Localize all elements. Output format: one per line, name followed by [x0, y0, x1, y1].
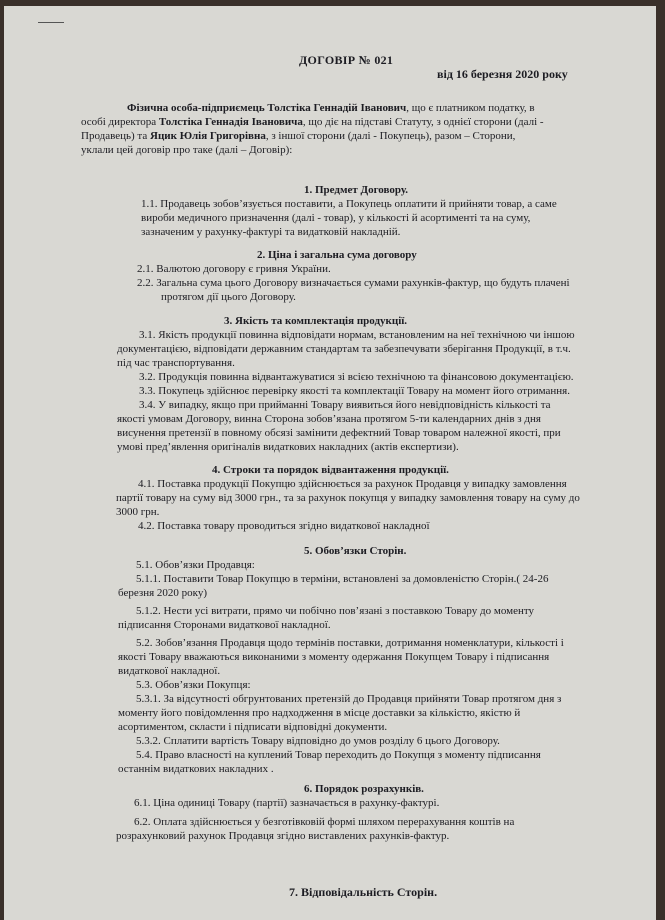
- s1-p1-line-3: зазначеним у рахунку-фактурі та видатковій накладній.: [141, 226, 401, 238]
- preamble-line-2: особі директора Толстіка Геннадія Івановича, що діє на підставі Статуту, з однієї сторони (далі -: [81, 116, 544, 128]
- section-1-heading: 1. Предмет Договору.: [304, 184, 409, 196]
- s3-p1-line-1: 3.1. Якість продукції повинна відповідати нормам, встановленим на неї технічною чи іншою: [139, 329, 575, 341]
- section-2-heading: 2. Ціна і загальна сума договору: [257, 249, 417, 261]
- s5-p511-line-1: 5.1.1. Поставити Товар Покупцю в терміни, встановлені за домовленістю Сторін.( 24-26: [136, 573, 549, 585]
- preamble-line-3: Продавець) та Яцик Юлія Григорівна, з іншої сторони (далі - Покупець), разом – Сторони,: [81, 130, 516, 142]
- s3-p3: 3.3. Покупець здійснює перевірку якості та комплектації Товару на момент його отримання.: [139, 385, 570, 397]
- s3-p4-line-4: умові пред’явлення оригіналів видаткових накладних (актів експертизи).: [117, 441, 459, 453]
- s5-p52-line-1: 5.2. Зобов’язання Продавця щодо термінів поставки, дотримання номенклатури, кількості і: [136, 637, 564, 649]
- section-3-heading: 3. Якість та комплектація продукції.: [224, 315, 408, 327]
- s6-p1: 6.1. Ціна одиниці Товару (партії) зазначається в рахунку-фактурі.: [134, 797, 440, 809]
- s5-p512-line-2: підписання Сторонами видаткової накладної.: [118, 619, 331, 631]
- s5-p52-line-2: якості Товару вважаються виконаними з моменту одержання Покупцем Товару і підписання: [118, 651, 550, 663]
- preamble-line-1: Фізична особа-підприємець Толстіка Геннадій Іванович, що є платником податку, в: [127, 102, 535, 114]
- s4-p2: 4.2. Поставка товару проводиться згідно видаткової накладної: [138, 520, 430, 532]
- contract-date: від 16 березня 2020 року: [437, 67, 568, 81]
- s2-p2-line-2: протягом дії цього Договору.: [161, 291, 296, 303]
- section-7-heading: 7. Відповідальність Сторін.: [289, 885, 438, 899]
- s5-p53: 5.3. Обов’язки Покупця:: [136, 679, 251, 691]
- s2-p1: 2.1. Валютою договору є гривня України.: [137, 263, 331, 275]
- s5-p531-line-3: асортиментом, скласти і підписати відповідні документи.: [118, 721, 388, 733]
- section-5-heading: 5. Обов’язки Сторін.: [304, 545, 407, 557]
- s1-p1-line-2: вироби медичного призначення (далі - товар), у кількості й асортименті та на суму,: [141, 212, 531, 224]
- s6-p2-line-1: 6.2. Оплата здійснюється у безготівковій формі шляхом перерахування коштів на: [134, 816, 515, 828]
- preamble-line-4: уклали цей договір про таке (далі – Договір):: [81, 144, 293, 156]
- s3-p4-line-1: 3.4. У випадку, якщо при прийманні Товару виявиться його невідповідність кількості та: [139, 399, 551, 411]
- s3-p4-line-2: якості умовам Договору, винна Сторона зобов’язана протягом 5-ти календарних днів з дня: [117, 413, 541, 425]
- s4-p1-line-3: 3000 грн.: [116, 506, 160, 518]
- section-6-heading: 6. Порядок розрахунків.: [304, 783, 424, 795]
- s5-p511-line-2: березня 2020 року): [118, 587, 207, 599]
- contract-title: ДОГОВІР № 021: [299, 53, 394, 67]
- s5-p531-line-2: моменту його повідомлення про надходження в місце доставки за кількістю, якістю й: [118, 707, 521, 719]
- s3-p1-line-3: під час транспортування.: [117, 357, 235, 369]
- s5-p531-line-1: 5.3.1. За відсутності обгрунтованих претензій до Продавця прийняти Товар протягом дня з: [136, 693, 562, 705]
- s1-p1-line-1: 1.1. Продавець зобов’язується поставити, а Покупець оплатити й прийняти товар, а саме: [141, 198, 557, 210]
- s2-p2-line-1: 2.2. Загальна сума цього Договору визначається сумами рахунків-фактур, що будуть плачені: [137, 277, 570, 289]
- s5-p51: 5.1. Обов’язки Продавця:: [136, 559, 255, 571]
- s3-p4-line-3: висунення претензії в повному обсязі замінити дефектний Товар товаром належної якості, при: [117, 427, 561, 439]
- s3-p2: 3.2. Продукція повинна відвантажуватися зі всією технічною та фінансовою документацією.: [139, 371, 574, 383]
- section-4-heading: 4. Строки та порядок відвантаження продукції.: [212, 464, 449, 476]
- s5-p52-line-3: видаткової накладної.: [118, 665, 221, 677]
- s3-p1-line-2: документацією, відповідати державним стандартам та забезпечувати зберігання Продукції, в т.ч.: [117, 343, 571, 355]
- s5-p54-line-1: 5.4. Право власності на куплений Товар переходить до Покупця з моменту підписання: [136, 749, 541, 761]
- s4-p1-line-1: 4.1. Поставка продукції Покупцю здійснюється за рахунок Продавця у випадку замовлення: [138, 478, 567, 490]
- s5-p54-line-2: останнім видаткових накладних .: [118, 763, 274, 775]
- s6-p2-line-2: розрахунковий рахунок Продавця згідно виставлених рахунків-фактур.: [116, 830, 450, 842]
- s5-p532: 5.3.2. Сплатити вартість Товару відповідно до умов розділу 6 цього Договору.: [136, 735, 500, 747]
- s5-p512-line-1: 5.1.2. Нести усі витрати, прямо чи побічно пов’язані з поставкою Товару до моменту: [136, 605, 535, 617]
- s4-p1-line-2: партії товару на суму від 3000 грн., та за рахунок покупця у випадку замовлення товару на суму до: [116, 492, 580, 504]
- contract-page: [4, 6, 656, 920]
- top-left-mark: [38, 22, 64, 23]
